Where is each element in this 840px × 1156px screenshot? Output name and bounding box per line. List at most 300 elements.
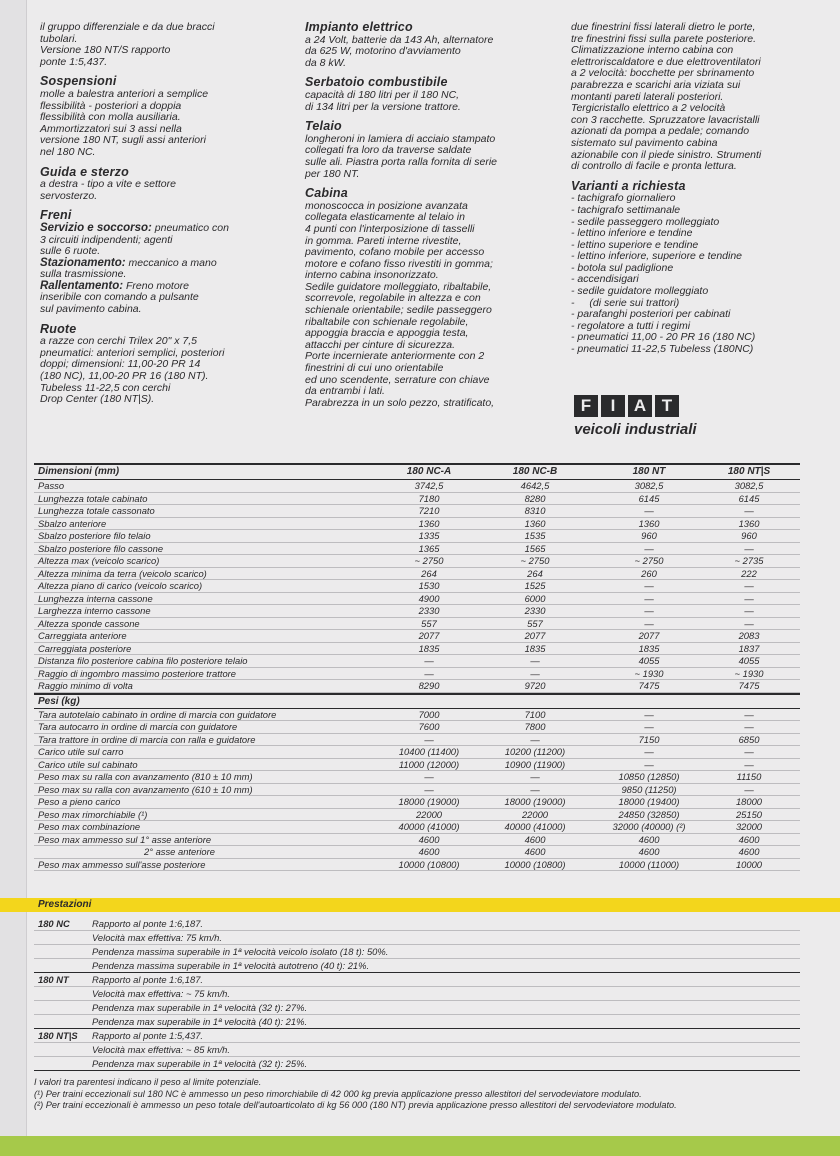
cell-value: 4600 (524, 846, 546, 857)
text-line: sul pavimento cabina. (40, 303, 142, 316)
text-line: Climatizzazione interno cabina con (571, 44, 734, 57)
cell-value: — (530, 783, 540, 795)
cell-value: 32000 (735, 821, 763, 832)
cell-value: 1525 (524, 580, 546, 591)
cell-value: ~ 2750 (634, 555, 664, 566)
cell-value: — (744, 783, 754, 795)
row-label: Tara autocarro in ordine di marcia con guidatore (38, 721, 238, 732)
text-line: molle a balestra anteriori a semplice (40, 87, 209, 100)
footnote: I valori tra parentesi indicano il peso al limite potenziale. (34, 1077, 262, 1087)
footnote: (¹) Per traini eccezionali sul 180 NC è ammesso un peso rimorchiabile di 42 000 kg previa applicazione presso allestitori del servodeviatore modulato. (34, 1088, 642, 1099)
text-line: pneumatici: anteriori semplici, posteriori (40, 346, 225, 359)
table-row (34, 771, 800, 784)
list-item: - sedile passeggero molleggiato (571, 217, 821, 229)
row-label: Tara trattore in ordine di marcia con ralla e guidatore (38, 733, 256, 745)
text-line: Parabrezza in un solo pezzo, stratificato, (305, 396, 495, 409)
cell-value: 10000 (10800) (504, 858, 566, 870)
cell-value: 557 (421, 617, 437, 629)
text-span: meccanico a mano (125, 256, 217, 269)
cell-value: 557 (527, 617, 543, 629)
section-heading-ruote: Ruote (40, 321, 77, 336)
cell-value: 18000 (19000) (504, 796, 566, 807)
performance-text: Pendenza max superabile in 1ª velocità (32 t): 27%. (92, 1002, 308, 1013)
cell-value: 4642,5 (520, 480, 550, 491)
column-header: 180 NC-A (406, 466, 452, 477)
text-line: nel 180 NC. (40, 145, 96, 158)
cell-value: — (530, 667, 540, 679)
cell-value: 4600 (738, 833, 760, 845)
intro-line: Versione 180 NT/S rapporto (40, 44, 171, 57)
cell-value: — (744, 758, 754, 770)
table-row (34, 518, 800, 531)
cell-value: — (424, 783, 434, 795)
cell-value: 7180 (418, 492, 440, 504)
text-line: sulla trasmissione. (40, 268, 127, 281)
table-row (34, 846, 800, 859)
table-row (34, 630, 800, 643)
cell-value: 8290 (418, 680, 440, 691)
header-label: Dimensioni (mm) (38, 466, 120, 477)
table-row (34, 580, 800, 593)
table-row (34, 734, 800, 747)
cell-value: — (530, 733, 540, 745)
cell-value: 11150 (736, 771, 762, 782)
list-item: - botola sul padiglione (571, 263, 821, 275)
cell-value: 1335 (418, 530, 440, 541)
text-span: pneumatico con (151, 221, 229, 234)
performance-text: Rapporto al ponte 1:6,187. (92, 918, 204, 929)
table-row (34, 759, 800, 772)
row-label: Carreggiata posteriore (38, 642, 132, 654)
table-row (34, 746, 800, 759)
table-row (34, 821, 800, 834)
text-line: longheroni in lamiera di acciaio stampato (305, 132, 496, 145)
performance-text: Velocità max effettiva: ~ 75 km/h. (92, 988, 230, 999)
cell-value: 10850 (12850) (618, 771, 680, 782)
cell-value: 1837 (738, 642, 760, 654)
cell-value: — (644, 708, 654, 720)
cell-value: — (744, 580, 754, 591)
intro-line: ponte 1:5,437. (40, 55, 108, 68)
cell-value: 2330 (524, 605, 546, 616)
table-row (34, 859, 800, 872)
row-label: Raggio di ingombro massimo posteriore trattore (38, 667, 237, 679)
text-line: Drop Center (180 NT|S). (40, 393, 155, 406)
performance-text: Velocità max effettiva: ~ 85 km/h. (92, 1044, 230, 1055)
performance-row (34, 1029, 800, 1043)
intro-line: il gruppo differenziale e da due bracci (40, 21, 215, 33)
cell-value: 10900 (11900) (504, 758, 566, 770)
text-line: da 8 kW. (305, 56, 347, 69)
fiat-logo (574, 395, 697, 438)
row-label: Altezza sponde cassone (38, 617, 140, 629)
performance-text: Pendenza max superabile in 1ª velocità (32 t): 25%. (92, 1058, 308, 1069)
text-line: azionabile con il piede sinistro. Strumenti (571, 148, 762, 161)
cell-value: 1360 (638, 517, 660, 529)
row-label: Passo (38, 480, 65, 491)
cell-value: — (744, 505, 754, 516)
text-column-2 (305, 22, 553, 409)
section-heading-impianto: Impianto elettrico (305, 20, 413, 34)
cell-value: 4600 (738, 846, 760, 857)
cell-value: 25150 (735, 808, 763, 820)
table-row (34, 834, 800, 847)
cell-value: 1565 (524, 542, 546, 554)
cell-value: 7150 (638, 733, 660, 745)
cell-value: 7600 (418, 721, 440, 732)
cell-value: 4900 (418, 592, 440, 604)
row-label: Peso max ammesso sul 1° asse anteriore (38, 833, 212, 845)
row-label: Carico utile sul cabinato (38, 758, 138, 770)
footnotes (34, 1077, 814, 1112)
cell-value: 10400 (11400) (398, 746, 460, 757)
text-line: Tubeless 11-22,5 con cerchi (40, 381, 171, 394)
row-label: Carico utile sul carro (38, 746, 124, 757)
cell-value: 4055 (638, 655, 660, 666)
row-label: Peso max rimorchiabile (¹) (38, 808, 148, 820)
text-line: Sedile guidatore molleggiato, ribaltabile, (305, 280, 492, 293)
row-label: Sbalzo posteriore filo telaio (38, 530, 151, 541)
list-item: - tachigrafo giornaliero (571, 193, 821, 205)
cell-value: 6850 (738, 733, 760, 745)
text-line: di controllo di facile e pronta lettura. (571, 160, 737, 173)
text-line: Tergicristallo elettrico a 2 velocità (571, 102, 726, 115)
cell-value: 10200 (11200) (504, 746, 566, 757)
cell-value: — (744, 592, 754, 604)
cell-value: 10000 (11000) (618, 858, 680, 870)
cell-value: 18000 (19400) (618, 796, 680, 807)
row-label: Peso max su ralla con avanzamento (810 ± 10 mm) (38, 771, 253, 782)
text-line: inseribile con comando a pulsante (40, 291, 199, 304)
cell-value: 4055 (738, 655, 760, 666)
cell-value: 24850 (32850) (618, 808, 680, 820)
performance-row (34, 1001, 800, 1015)
cell-value: 6145 (738, 492, 760, 504)
note-text: (di serie sui trattori) (589, 296, 680, 309)
freni-servizio-label: Servizio e soccorso: (40, 221, 152, 234)
table-row (34, 493, 800, 506)
table-row (34, 605, 800, 618)
performance-row (34, 1015, 800, 1029)
list-item: - regolatore a tutti i regimi (571, 321, 821, 333)
model-label: 180 NT (38, 974, 69, 985)
cell-value: — (644, 605, 654, 616)
cell-value: — (424, 655, 434, 666)
section-heading-cabina: Cabina (305, 186, 348, 201)
list-item: - sedile guidatore molleggiato (571, 286, 821, 298)
cell-value: — (744, 721, 754, 732)
weights-rows (34, 709, 800, 872)
cell-value: 1360 (418, 517, 440, 529)
performance-section (34, 917, 800, 1071)
section-label: Pesi (kg) (38, 695, 80, 707)
cell-value: — (644, 505, 654, 516)
cell-value: ~ 1930 (634, 667, 664, 679)
cell-value: 4600 (638, 833, 660, 845)
cell-value: 3742,5 (414, 480, 444, 491)
text-line: da 625 W, motorino d'avviamento (305, 45, 461, 58)
cell-value: ~ 1930 (734, 667, 764, 679)
table-row (34, 530, 800, 543)
cell-value: — (644, 580, 654, 591)
text-line: monoscocca in posizione avanzata (305, 199, 468, 212)
table-row (34, 655, 800, 668)
table-row (34, 796, 800, 809)
cell-value: 264 (527, 567, 543, 579)
cell-value: 32000 (40000) (²) (612, 821, 686, 832)
cell-value: 18000 (735, 796, 763, 807)
cell-value: 4600 (418, 833, 440, 845)
text-line: per 180 NT. (305, 167, 360, 180)
specifications-table (34, 463, 800, 871)
cell-value: — (644, 617, 654, 629)
row-label: Altezza minima da terra (veicolo scarico) (38, 567, 207, 579)
text-span: Freno motore (123, 279, 190, 292)
table-row (34, 809, 800, 822)
text-line: appoggia braccia e appoggia testa, (305, 327, 469, 340)
cell-value: 9850 (11250) (621, 783, 677, 795)
text-line: sulle 6 ruote. (40, 245, 101, 258)
performance-row (34, 973, 800, 987)
cell-value: — (530, 771, 540, 782)
section-heading-serbatoio: Serbatoio combustibile (305, 75, 448, 90)
row-label: 2° asse anteriore (144, 846, 215, 857)
table-row (34, 721, 800, 734)
text-line: azionati da pompa a pedale; comando (571, 125, 750, 138)
cell-value: 6145 (638, 492, 660, 504)
cell-value: 1535 (524, 530, 546, 541)
section-heading-freni: Freni (40, 208, 72, 223)
cell-value: 1835 (418, 642, 440, 654)
performance-text: Pendenza max superabile in 1ª velocità (40 t): 21%. (92, 1016, 308, 1027)
text-line: 3 circuiti indipendenti; agenti (40, 233, 173, 246)
cell-value: — (644, 721, 654, 732)
cell-value: 260 (641, 567, 657, 579)
logo-letter: T (655, 395, 679, 417)
text-line: parabrezza e scarichi aria viziata sui (571, 78, 741, 91)
row-label: Tara autotelaio cabinato in ordine di marcia con guidatore (38, 708, 277, 720)
row-label: Altezza max (veicolo scarico) (38, 555, 160, 566)
cell-value: 22000 (521, 808, 549, 820)
text-line: (180 NC), 11,00-20 PR 16 (180 NT). (40, 370, 209, 383)
cell-value: — (644, 592, 654, 604)
brand-tagline: veicoli industriali (574, 421, 697, 438)
row-label: Lunghezza interna cassone (38, 592, 153, 604)
text-line: montanti pareti laterali posteriori. (571, 90, 724, 103)
cell-value: 7000 (418, 708, 440, 720)
cell-value: 1835 (524, 642, 546, 654)
text-line: a razze con cerchi Trilex 20" x 7,5 (40, 335, 198, 348)
row-label: Peso max su ralla con avanzamento (610 ± 10 mm) (38, 783, 253, 795)
table-row (34, 543, 800, 556)
table-row (34, 480, 800, 493)
cell-value: 960 (741, 530, 757, 541)
prestazioni-label: Prestazioni (38, 899, 92, 910)
footnote: (²) Per traini eccezionali è ammesso un peso totale dell'autoarticolato di kg 56 000 (180 NT) previa applicazione presso allestitori del servodeviatore modulato. (34, 1100, 677, 1110)
cell-value: — (530, 655, 540, 666)
cell-value: 3082,5 (634, 480, 664, 491)
cell-value: ~ 2750 (414, 555, 444, 566)
text-line: di 134 litri per la versione trattore. (305, 100, 461, 113)
cell-value: 7475 (738, 680, 760, 691)
cell-value: 10000 (10800) (398, 858, 460, 870)
cell-value: 1360 (524, 517, 546, 529)
table-row (34, 668, 800, 681)
pesi-header (34, 693, 800, 709)
performance-text: Rapporto al ponte 1:5,437. (92, 1030, 204, 1041)
column-header: 180 NT|S (727, 466, 771, 477)
text-line: elettroriscaldatore e due elettroventilatori (571, 55, 761, 68)
cell-value: 40000 (41000) (504, 821, 566, 832)
text-line: 4 punti con l'interposizione di tasselli (305, 222, 475, 235)
text-line: con 3 racchette. Spruzzatore lavacristalli (571, 113, 760, 126)
cell-value: 222 (741, 567, 757, 579)
section-heading-sospensioni: Sospensioni (40, 74, 117, 89)
text-line: interno cabina insonorizzato. (305, 269, 439, 282)
cell-value: 2330 (418, 605, 440, 616)
green-bottom-band (0, 1136, 840, 1156)
table-row (34, 643, 800, 656)
cell-value: 22000 (415, 808, 443, 820)
table-row (34, 568, 800, 581)
text-line: in gomma. Pareti interne rivestite, (305, 234, 462, 247)
text-line: Porte incernierate anteriormente con 2 (305, 350, 485, 363)
row-label: Carreggiata anteriore (38, 630, 127, 641)
logo-letter: A (628, 395, 652, 417)
row-label: Raggio minimo di volta (38, 680, 133, 691)
page-edge-strip (0, 0, 27, 1156)
text-line: da entrambi i lati. (305, 385, 385, 398)
row-label: Sbalzo posteriore filo cassone (38, 542, 164, 554)
cell-value: 2083 (738, 630, 760, 641)
text-line: tre finestrini fissi sulla parete posteriore. (571, 32, 756, 45)
text-line: a 2 velocità: bocchette per sbrinamento (571, 67, 755, 80)
text-line: motore e cofano fisso rivestiti in gomma; (305, 257, 493, 270)
column-header: 180 NT (632, 466, 666, 477)
text-column-1 (40, 22, 280, 406)
section-heading-telaio: Telaio (305, 119, 342, 134)
cell-value: 2077 (524, 630, 546, 641)
text-line: attacchi per cinture di sicurezza. (305, 338, 455, 351)
text-line: finestrini di cui uno orientabile (305, 362, 444, 375)
row-label: Sbalzo anteriore (38, 517, 107, 529)
performance-row (34, 1043, 800, 1057)
text-column-3 (571, 22, 821, 356)
cell-value: 18000 (19000) (398, 796, 460, 807)
text-line: schienale orientabile; sedile passeggero (305, 304, 492, 317)
cell-value: 10000 (735, 858, 763, 870)
cell-value: — (644, 542, 654, 554)
row-label: Altezza piano di carico (veicolo scarico) (38, 580, 203, 591)
section-heading-guida: Guida e sterzo (40, 164, 129, 179)
table-row (34, 505, 800, 518)
text-line: collegata elasticamente al telaio in (305, 211, 465, 224)
cell-value: — (644, 758, 654, 770)
model-label: 180 NC (38, 918, 70, 929)
cell-value: — (744, 542, 754, 554)
text-line: capacità di 180 litri per il 180 NC, (305, 88, 460, 101)
table-row (34, 709, 800, 722)
cell-value: — (424, 667, 434, 679)
table-row (34, 555, 800, 568)
cell-value: 11000 (12000) (398, 758, 460, 770)
cell-value: 7800 (524, 721, 546, 732)
cell-value: 1530 (418, 580, 440, 591)
cell-value: — (424, 733, 434, 745)
text-line: a 24 Volt, batterie da 143 Ah, alternatore (305, 33, 494, 46)
text-line: Ammortizzatori sui 3 assi nella (40, 122, 182, 135)
list-item: - pneumatici 11,00 - 20 PR 16 (180 NC) (571, 332, 821, 344)
row-label: Peso max ammesso sull'asse posteriore (38, 858, 206, 870)
list-item: - lettino superiore e tendine (571, 240, 821, 252)
cell-value: — (744, 746, 754, 757)
performance-row (34, 959, 800, 973)
performance-text: Velocità max effettiva: 75 km/h. (92, 932, 222, 943)
row-label: Peso max combinazione (38, 821, 141, 832)
intro-line: tubolari. (40, 32, 78, 45)
cell-value: 1835 (638, 642, 660, 654)
cell-value: — (424, 771, 434, 782)
text-line: a destra - tipo a vite e settore (40, 178, 176, 191)
performance-row (34, 931, 800, 945)
varianti-list (571, 193, 821, 355)
text-line (40, 223, 280, 235)
cell-value: 4600 (638, 846, 660, 857)
cell-value: 4600 (524, 833, 546, 845)
performance-row (34, 1057, 800, 1071)
prestazioni-bar (0, 898, 840, 916)
text-line: pavimento, cofano mobile per accesso (305, 246, 485, 259)
list-item: - accendisigari (571, 274, 821, 286)
table-header (34, 463, 800, 480)
text-line: flessibilità - posteriori a doppia (40, 99, 182, 112)
text-line: versione 180 NT, sugli assi anteriori (40, 134, 206, 147)
cell-value: 8310 (524, 505, 546, 516)
list-item: - parafanghi posteriori per cabinati (571, 309, 821, 321)
cell-value: 6000 (524, 592, 546, 604)
cell-value: 2077 (638, 630, 660, 641)
cell-value: 960 (641, 530, 657, 541)
cell-value: — (744, 605, 754, 616)
list-item: - tachigrafo settimanale (571, 205, 821, 217)
row-label: Peso a pieno carico (38, 796, 121, 807)
performance-row (34, 987, 800, 1001)
text-line: due finestrini fissi laterali dietro le porte, (571, 21, 756, 33)
text-line: ed uno scendente, serrature con chiave (305, 373, 490, 386)
table-row (34, 593, 800, 606)
table-row (34, 618, 800, 631)
freni-stazionamento-label: Stazionamento: (40, 256, 126, 269)
cell-value: 7100 (524, 708, 546, 720)
list-item: - lettino inferiore e tendine (571, 228, 821, 240)
row-label: Lunghezza totale cassonato (38, 505, 155, 516)
performance-text: Pendenza massima superabile in 1ª velocità veicolo isolato (18 t): 50%. (92, 946, 389, 957)
cell-value: 7475 (638, 680, 660, 691)
list-item: - lettino inferiore, superiore e tendine (571, 251, 821, 263)
text-line: doppi; dimensioni: 11,00-20 PR 14 (40, 358, 201, 371)
performance-row (34, 917, 800, 931)
fiat-letters (574, 395, 697, 417)
table-row (34, 784, 800, 797)
cell-value: 2077 (418, 630, 440, 641)
performance-row (34, 945, 800, 959)
cell-value: 1360 (738, 517, 760, 529)
cell-value: 40000 (41000) (398, 821, 460, 832)
text-line: ribaltabile con schienale regolabile, (305, 315, 469, 328)
list-item: - pneumatici 11-22,5 Tubeless (180NC) (571, 344, 821, 356)
column-header: 180 NC-B (512, 466, 558, 477)
logo-letter: I (601, 395, 625, 417)
